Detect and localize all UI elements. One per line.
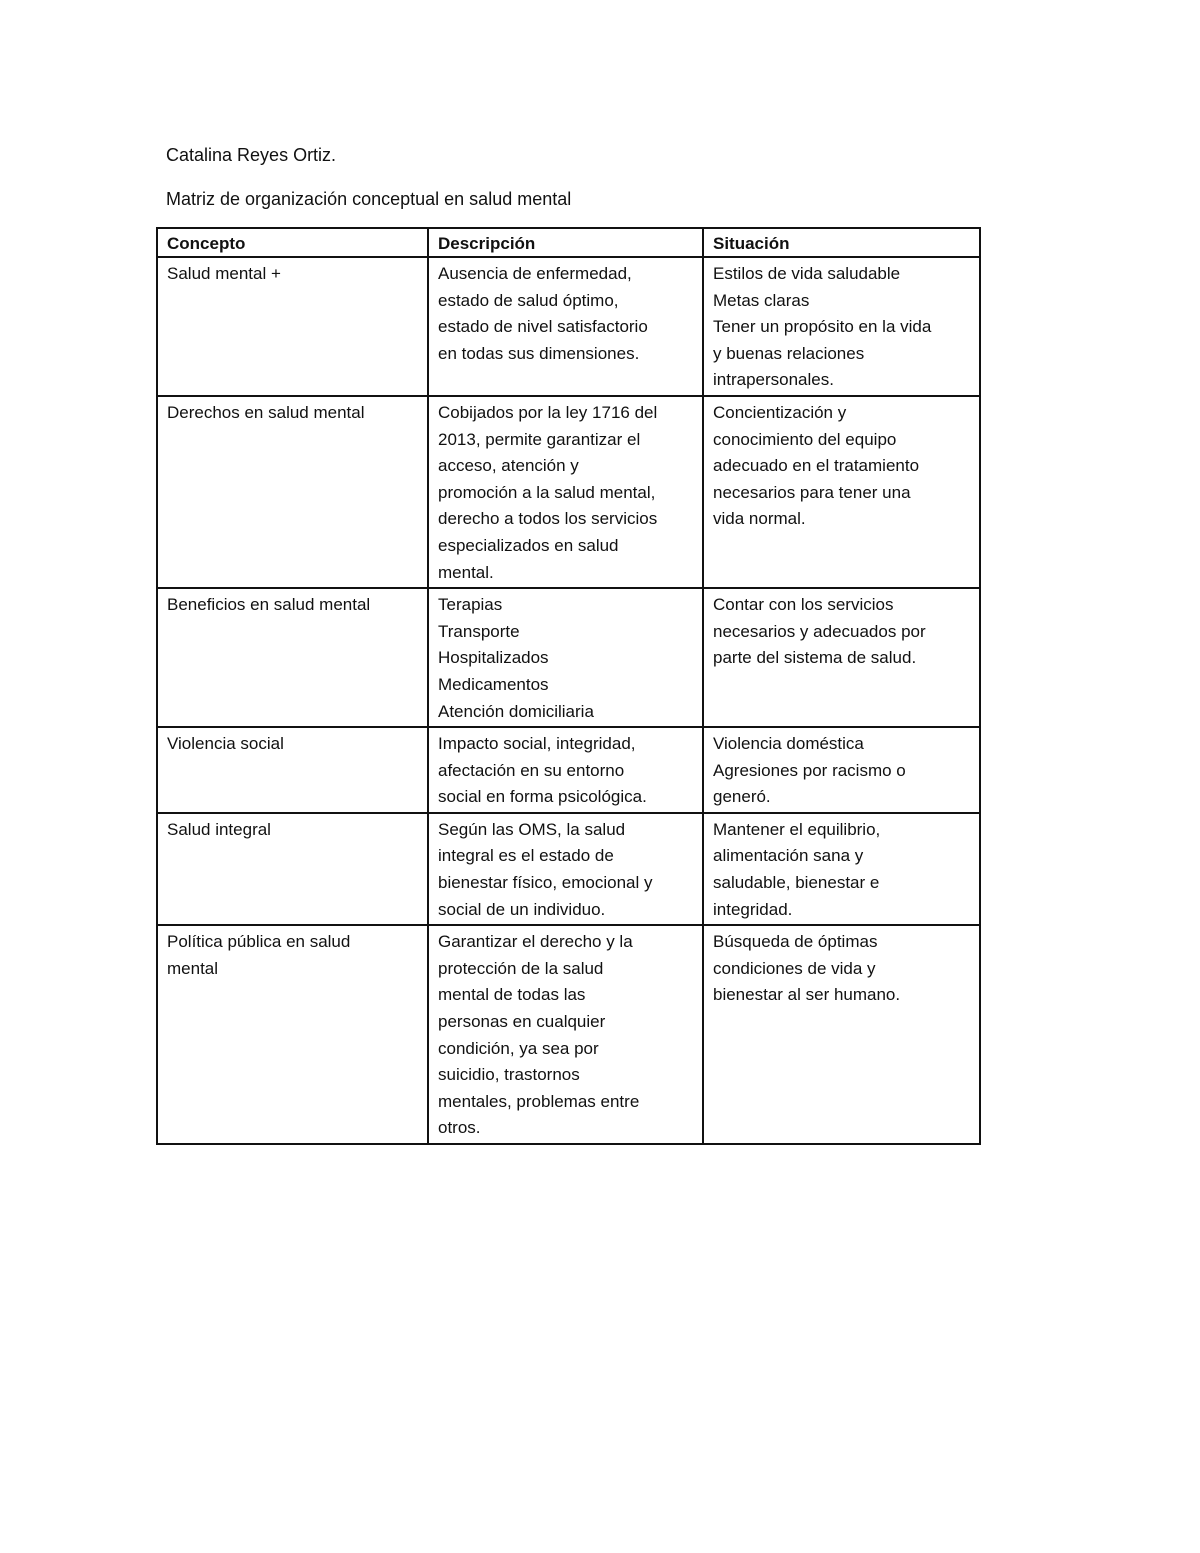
cell-concepto: Beneficios en salud mental (157, 588, 428, 727)
cell-situacion: Violencia doméstica Agresiones por racismo o generó. (703, 727, 980, 813)
header-descripcion: Descripción (428, 228, 703, 257)
cell-descripcion: Terapias Transporte Hospitalizados Medicamentos Atención domiciliaria (428, 588, 703, 727)
cell-descripcion: Cobijados por la ley 1716 del 2013, permite garantizar el acceso, atención y promoción a la salud mental, derecho a todos los servicios especializados en salud mental. (428, 396, 703, 588)
cell-descripcion: Ausencia de enfermedad, estado de salud óptimo, estado de nivel satisfactorio en todas sus dimensiones. (428, 257, 703, 396)
cell-concepto: Política pública en salud mental (157, 925, 428, 1144)
cell-concepto: Salud mental + (157, 257, 428, 396)
cell-concepto: Salud integral (157, 813, 428, 925)
header-situacion: Situación (703, 228, 980, 257)
cell-descripcion: Según las OMS, la salud integral es el estado de bienestar físico, emocional y social de un individuo. (428, 813, 703, 925)
table-row (157, 257, 980, 396)
table-header-row (157, 228, 980, 257)
table-row (157, 925, 980, 1144)
cell-situacion: Mantener el equilibrio, alimentación sana y saludable, bienestar e integridad. (703, 813, 980, 925)
concept-matrix-table (156, 227, 981, 1145)
cell-descripcion: Garantizar el derecho y la protección de la salud mental de todas las personas en cualquier condición, ya sea por suicidio, trastornos mentales, problemas entre otros. (428, 925, 703, 1144)
cell-situacion: Contar con los servicios necesarios y adecuados por parte del sistema de salud. (703, 588, 980, 727)
cell-descripcion: Impacto social, integridad, afectación en su entorno social en forma psicológica. (428, 727, 703, 813)
table-row (157, 813, 980, 925)
table-row (157, 588, 980, 727)
cell-concepto: Violencia social (157, 727, 428, 813)
cell-situacion: Estilos de vida saludable Metas claras Tener un propósito en la vida y buenas relaciones intrapersonales. (703, 257, 980, 396)
table-row (157, 396, 980, 588)
table-row (157, 727, 980, 813)
cell-concepto: Derechos en salud mental (157, 396, 428, 588)
cell-situacion: Búsqueda de óptimas condiciones de vida y bienestar al ser humano. (703, 925, 980, 1144)
header-concepto: Concepto (157, 228, 428, 257)
document-title: Matriz de organización conceptual en salud mental (166, 189, 572, 209)
author-name: Catalina Reyes Ortiz. (166, 145, 337, 165)
cell-situacion: Concientización y conocimiento del equipo adecuado en el tratamiento necesarios para tener una vida normal. (703, 396, 980, 588)
